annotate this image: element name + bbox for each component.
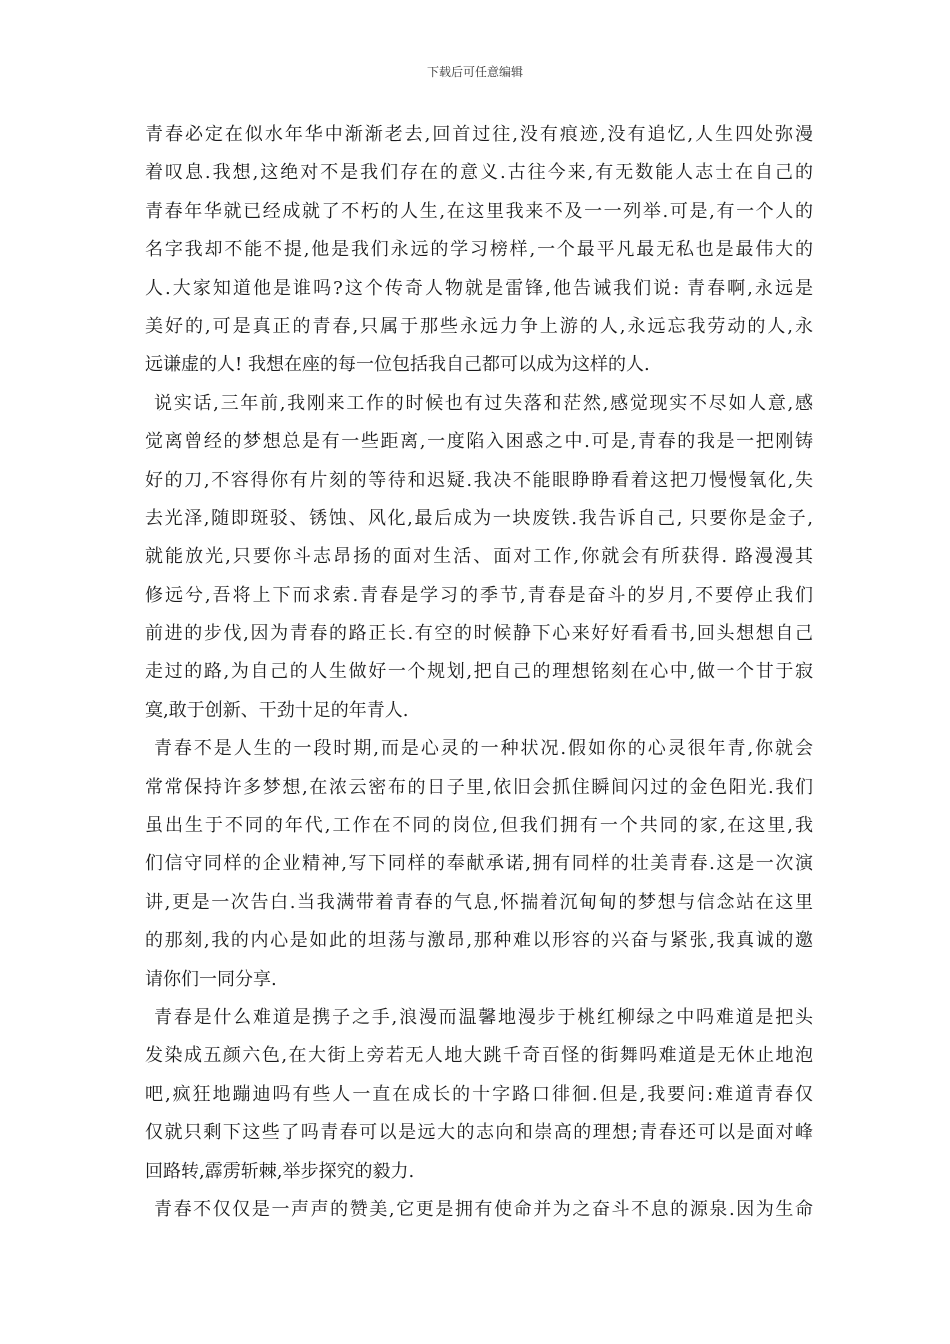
text-line: 美好的,可是真正的青春,只属于那些永远力争上游的人,永远忘我劳动的人,永	[145, 315, 813, 337]
text-line: 回路转,霹雳斩棘,举步探究的毅力.	[145, 1160, 415, 1182]
paragraph	[145, 730, 813, 999]
text-line: 请你们一同分享.	[145, 968, 277, 990]
text-line: 青春年华就已经成就了不朽的人生,在这里我来不及一一列举.可是,有一个人的	[145, 200, 813, 222]
text-line: 修远兮,吾将上下而求索.青春是学习的季节,青春是奋斗的岁月,不要停止我们	[145, 584, 813, 606]
text-line: 青春必定在似水年华中渐渐老去,回首过往,没有痕迹,没有追忆,人生四处弥漫	[145, 124, 813, 145]
text-line: 青春是什么难道是携子之手,浪漫而温馨地漫步于桃红柳绿之中吗难道是把头	[154, 1006, 813, 1028]
text-line: 吧,疯狂地蹦迪吗有些人一直在成长的十字路口徘徊.但是,我要问:难道青春仅	[145, 1083, 813, 1105]
text-line: 去光泽,随即斑驳、锈蚀、风化,最后成为一块废铁.我告诉自己, 只要你是金子,	[145, 507, 813, 529]
text-line: 人.大家知道他是谁吗?这个传奇人物就是雷锋,他告诫我们说: 青春啊,永远是	[145, 277, 813, 299]
paragraph	[145, 116, 813, 385]
text-line: 好的刀,不容得你有片刻的等待和迟疑.我决不能眼睁睁看着这把刀慢慢氧化,失	[145, 469, 813, 491]
text-line: 远谦虚的人! 我想在座的每一位包括我自己都可以成为这样的人.	[145, 354, 650, 376]
text-line: 走过的路,为自己的人生做好一个规划,把自己的理想铭刻在心中,做一个甘于寂	[145, 661, 813, 683]
text-line: 的那刻,我的内心是如此的坦荡与激昂,那种难以形容的兴奋与紧张,我真诚的邀	[145, 930, 813, 952]
text-line: 前进的步伐,因为青春的路正长.有空的时候静下心来好好看看书,回头想想自己	[145, 623, 813, 645]
text-line: 说实话,三年前,我刚来工作的时候也有过失落和茫然,感觉现实不尽如人意,感	[154, 392, 813, 414]
document-body	[145, 116, 813, 1229]
text-line: 就能放光,只要你斗志昂扬的面对生活、面对工作,你就会有所获得. 路漫漫其	[145, 546, 813, 568]
text-line: 青春不是人生的一段时期,而是心灵的一种状况.假如你的心灵很年青,你就会	[154, 738, 813, 760]
text-line: 们信守同样的企业精神,写下同样的奉献承诺,拥有同样的壮美青春.这是一次演	[145, 853, 813, 875]
paragraph	[145, 1191, 813, 1229]
text-line: 发染成五颜六色,在大街上旁若无人地大跳千奇百怪的街舞吗难道是无休止地泡	[145, 1045, 813, 1067]
paragraph	[145, 385, 813, 731]
text-line: 青春不仅仅是一声声的赞美,它更是拥有使命并为之奋斗不息的源泉.因为生命	[154, 1198, 813, 1220]
text-line: 仅就只剩下这些了吗青春可以是远大的志向和崇高的理想;青春还可以是面对峰	[145, 1122, 813, 1144]
text-line: 虽出生于不同的年代,工作在不同的岗位,但我们拥有一个共同的家,在这里,我	[145, 815, 813, 837]
page-header: 下载后可任意编辑	[426, 65, 523, 79]
text-line: 觉离曾经的梦想总是有一些距离,一度陷入困惑之中.可是,青春的我是一把刚铸	[145, 431, 813, 453]
text-line: 寞,敢于创新、干劲十足的年青人.	[145, 699, 409, 721]
text-line: 着叹息.我想,这绝对不是我们存在的意义.古往今来,有无数能人志士在自己的	[145, 162, 813, 184]
paragraph	[145, 999, 813, 1191]
text-line: 常常保持许多梦想,在浓云密布的日子里,依旧会抓住瞬间闪过的金色阳光.我们	[145, 776, 813, 798]
text-line: 名字我却不能不提,他是我们永远的学习榜样,一个最平凡最无私也是最伟大的	[145, 239, 813, 261]
text-line: 讲,更是一次告白.当我满带着青春的气息,怀揣着沉甸甸的梦想与信念站在这里	[145, 891, 813, 913]
